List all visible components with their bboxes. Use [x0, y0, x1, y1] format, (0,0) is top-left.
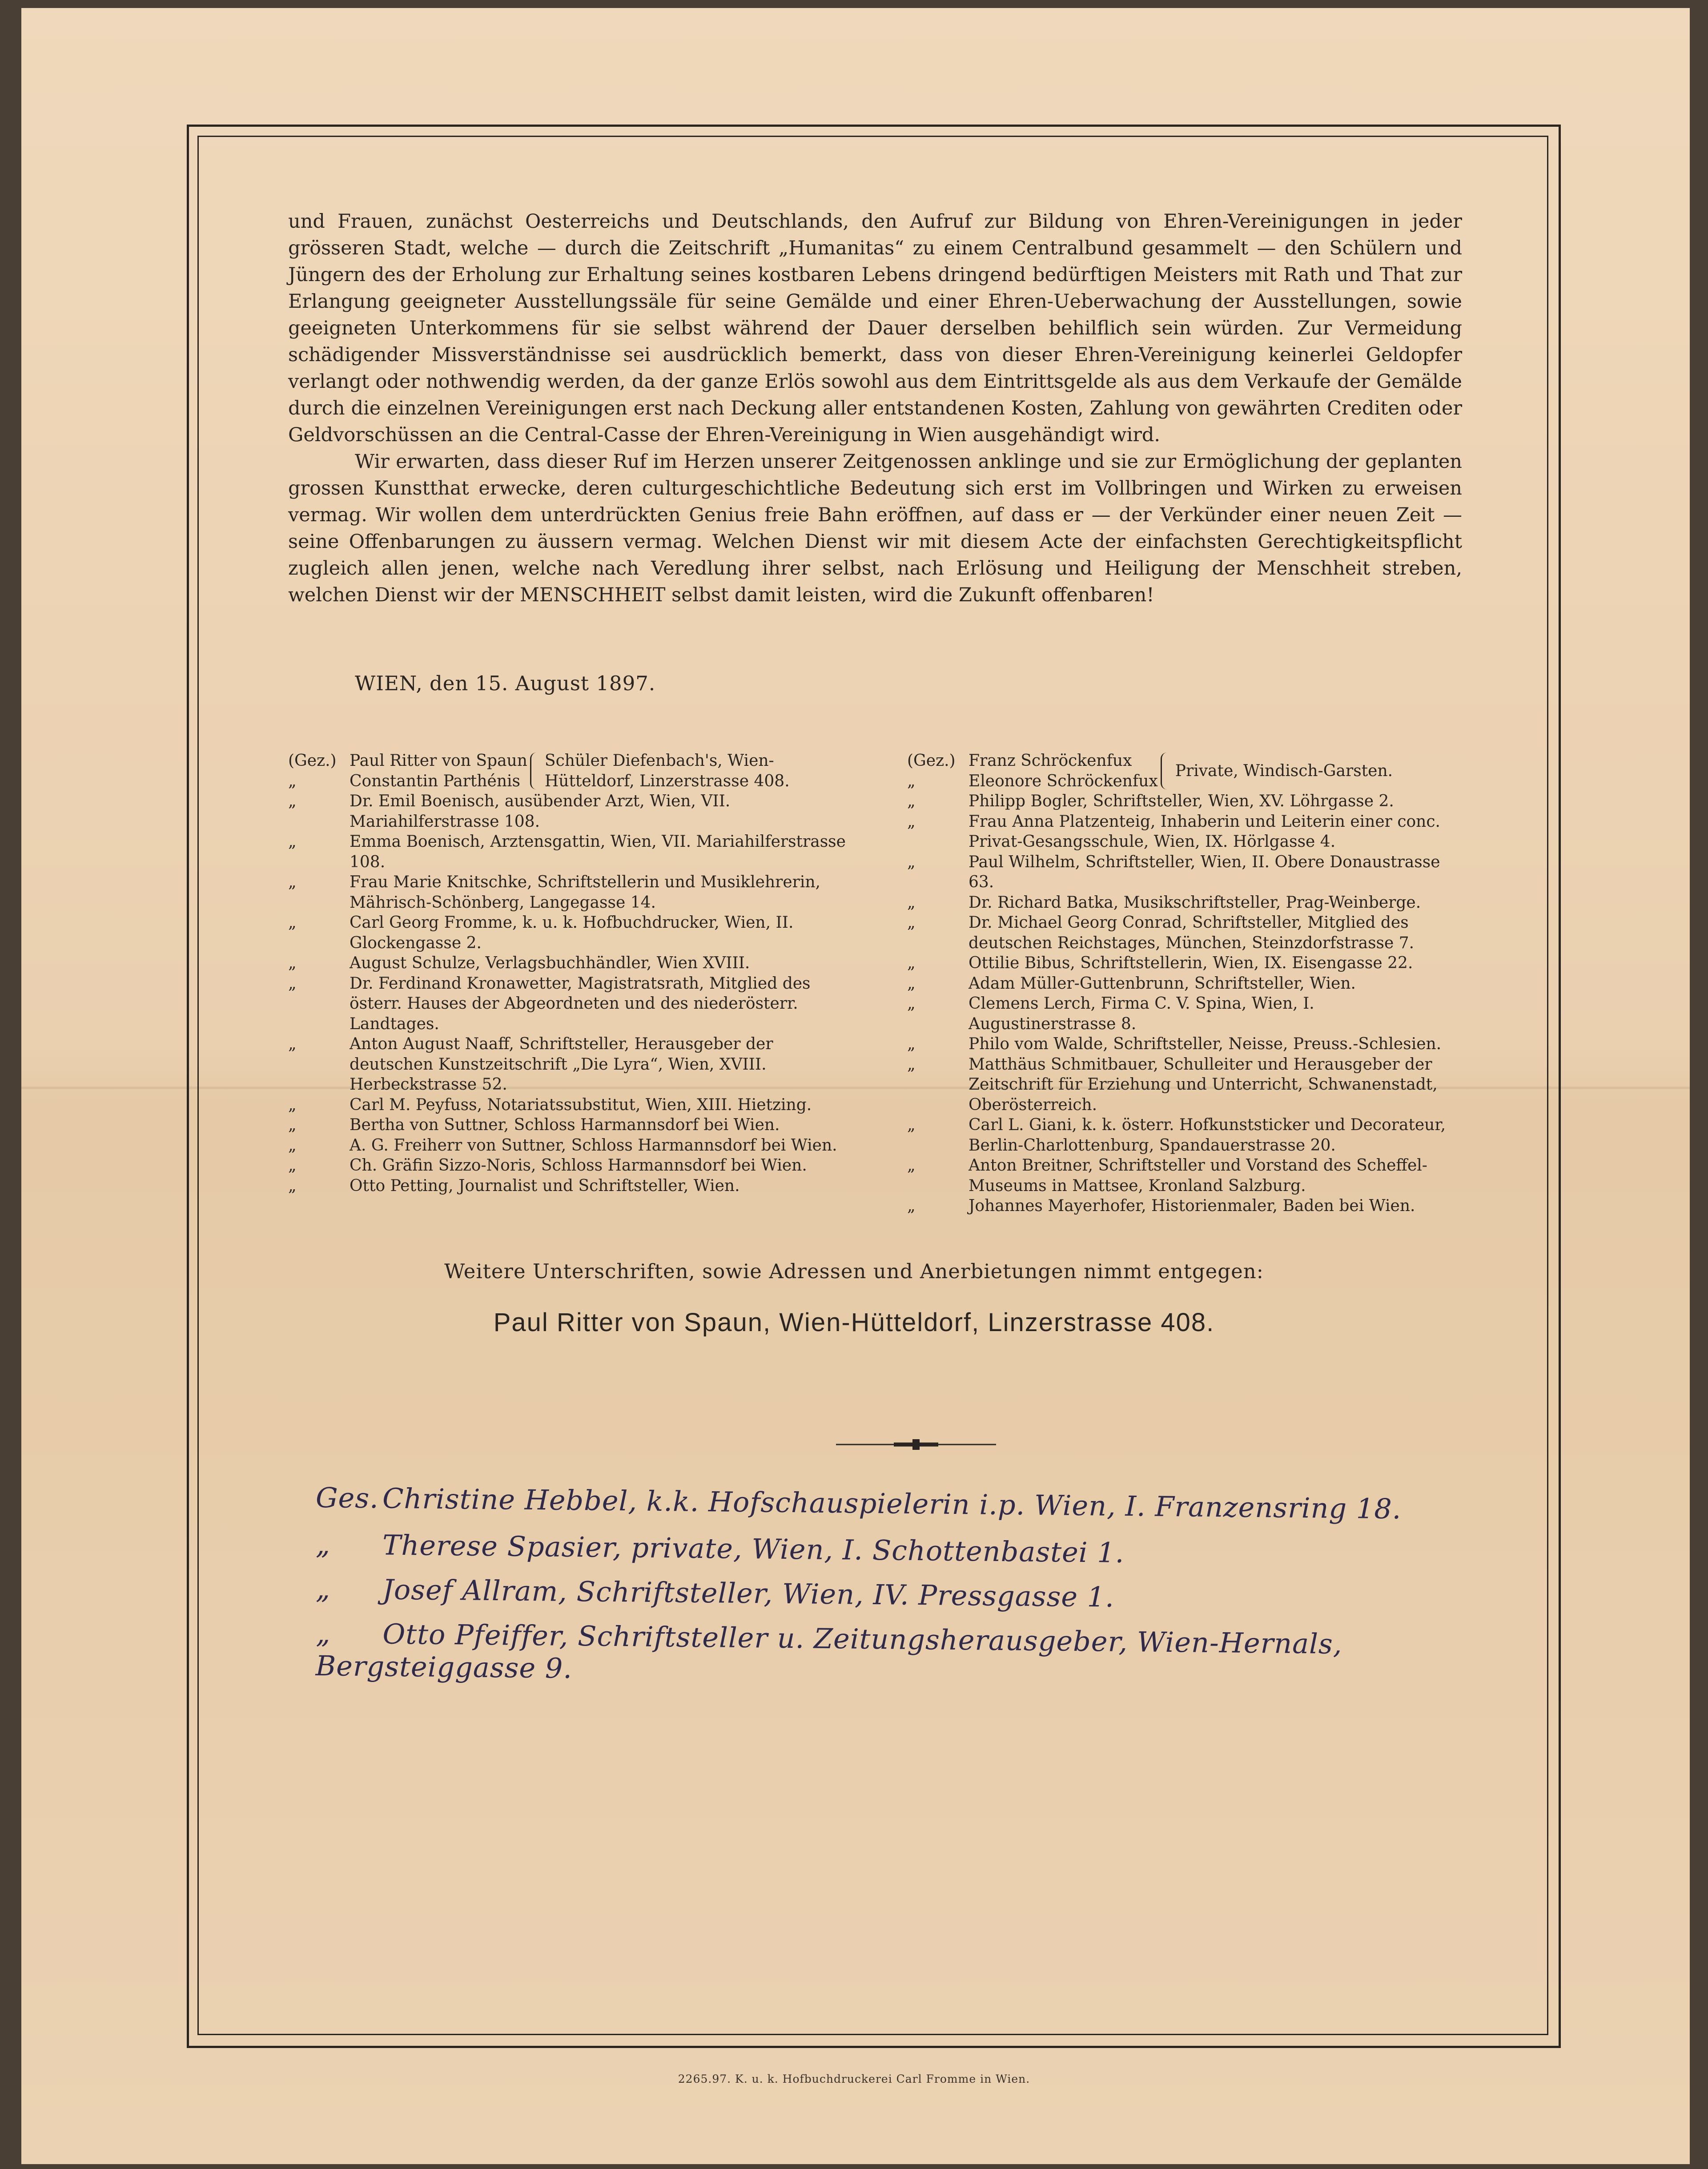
handwritten-text: Therese Spasier, private, Wien, I. Schottenbastei 1. [382, 1529, 1125, 1569]
ditto-mark: „ [907, 1156, 916, 1175]
brace-description: Schüler Diefenbach's, Wien- [544, 752, 774, 770]
ditto-mark: „ [907, 974, 916, 993]
handwritten-text: Josef Allram, Schriftsteller, Wien, IV. Pressgasse 1. [382, 1573, 1115, 1614]
signature-text: Dr. Michael Georg Conrad, Schriftsteller, Mitglied des deutschen Reichstages, München, Steinzdorfstrasse 7. [969, 913, 1415, 952]
signature-text: Otto Petting, Journalist und Schriftsteller, Wien. [350, 1176, 740, 1195]
ditto-mark: „ [288, 873, 297, 891]
appeal-paragraph-1: und Frauen, zunächst Oesterreichs und Deutschlands, den Aufruf zur Bildung von Ehren-Vereinigungen in jeder grösseren Stadt, welche — durch die Zeitschrift „Humanitas“ zu einem Centralbund gesammelt — den Schülern und Jüngern des der Erholung zur Erhaltung seines kostbaren Lebens dringend bedürftigen Meisters mit Rath und That zur Erlangung geeigneter Ausstellungssäle für seine Gemälde und einer Ehren-Ueberwachung der Ausstellungen, sowie geeigneten Unterkommens für sie selbst während der Dauer derselben behilflich sein würden. Zur Vermeidung schädigender Missverständnisse sei ausdrücklich bemerkt, dass von dieser Ehren-Vereinigung keinerlei Geldopfer verlangt oder nothwendig werden, da der ganze Erlös sowohl aus dem Eintrittsgelde als aus dem Verkaufe der Gemälde durch die einzelnen Vereinigungen erst nach Deckung aller entstandenen Kosten, Zahlung von gewährten Crediten oder Geldvorschüssen an die Central-Casse der Ehren-Vereinigung in Wien ausgehändigt wird. [288, 210, 1462, 446]
ditto-mark: „ [288, 974, 297, 993]
signature-text: Clemens Lerch, Firma C. V. Spina, Wien, I. Augustinerstrasse 8. [969, 994, 1314, 1033]
ditto-mark: „ [907, 1035, 916, 1053]
signature-text: Frau Marie Knitschke, Schriftstellerin und Musiklehrerin, Mährisch-Schönberg, Langegasse 14. [350, 873, 820, 912]
signature-entry [907, 974, 1462, 994]
signature-entry [907, 1054, 1462, 1115]
signature-text: Frau Anna Platzenteig, Inhaberin und Leiterin einer conc. Privat-Gesangsschule, Wien, IX. Hörlgasse 4. [969, 812, 1440, 851]
signature-text: Carl Georg Fromme, k. u. k. Hofbuchdrucker, Wien, II. Glockengasse 2. [350, 913, 794, 952]
ditto-mark: „ [288, 1116, 297, 1134]
signature-text: Dr. Emil Boenisch, ausübender Arzt, Wien, VII. Mariahilferstrasse 108. [350, 792, 731, 831]
ditto-mark: „ [907, 1055, 916, 1074]
handwritten-mark: Ges. [315, 1481, 379, 1515]
signature-text: Adam Müller-Guttenbrunn, Schriftsteller, Wien. [969, 974, 1356, 993]
signature-text: Anton August Naaff, Schriftsteller, Herausgeber der deutschen Kunstzeitschrift „Die Lyra“, Wien, XVIII. Herbeckstrasse 52. [350, 1035, 773, 1094]
signature-text: Ottilie Bibus, Schriftstellerin, Wien, IX. Eisengasse 22. [969, 954, 1413, 972]
signatures-right [907, 751, 1462, 1216]
signatory-name: Constantin Parthénis [350, 772, 521, 790]
signature-text: Philipp Bogler, Schriftsteller, Wien, XV. Löhrgasse 2. [969, 792, 1394, 810]
gez-mark: (Gez.) „ [907, 752, 956, 790]
ditto-mark: „ [907, 994, 916, 1013]
signature-text: Emma Boenisch, Arztensgattin, Wien, VII. Mariahilferstrasse 108. [350, 833, 846, 871]
ditto-mark: „ [288, 1095, 297, 1114]
handwritten-text: Otto Pfeiffer, Schriftsteller u. Zeitungsherausgeber, Wien-Hernals, Bergsteiggasse 9. [315, 1618, 1342, 1685]
contact-address: Paul Ritter von Spaun, Wien-Hütteldorf, Linzerstrasse 408. [493, 1308, 1215, 1337]
signature-entry [288, 953, 862, 974]
brace-description: Private, Windisch-Garsten. [1175, 761, 1393, 780]
ditto-mark: „ [288, 833, 297, 851]
brace-description: Hütteldorf, Linzerstrasse 408. [544, 772, 790, 790]
ditto-mark: „ [907, 792, 916, 810]
signature-entry [288, 1135, 862, 1156]
signature-entry [288, 832, 862, 872]
ditto-mark: „ [907, 1197, 916, 1215]
signature-text: Matthäus Schmitbauer, Schulleiter und Herausgeber der Zeitschrift für Erziehung und Unterricht, Schwanenstadt, Oberösterreich. [969, 1055, 1438, 1114]
signature-text: Ch. Gräfin Sizzo-Noris, Schloss Harmannsdorf bei Wien. [350, 1156, 807, 1175]
signature-text: Philo vom Walde, Schriftsteller, Neisse, Preuss.-Schlesien. [969, 1035, 1442, 1053]
signature-entry [907, 1196, 1462, 1216]
signatory-name: Paul Ritter von Spaun [350, 752, 527, 770]
signature-text: A. G. Freiherr von Suttner, Schloss Harmannsdorf bei Wien. [350, 1136, 837, 1155]
handwritten-mark: „ [316, 1617, 331, 1650]
printer-imprint: 2265.97. K. u. k. Hofbuchdruckerei Carl Fromme in Wien. [678, 2072, 1030, 2085]
signature-entry [907, 953, 1462, 974]
signature-text: Dr. Ferdinand Kronawetter, Magistratsrath, Mitglied des österr. Hauses der Abgeordneten und des niederösterr. Landtages. [350, 974, 811, 1033]
signature-entry [907, 1115, 1462, 1155]
further-signatures-note: Weitere Unterschriften, sowie Adressen und Anerbietungen nimmt entgegen: [444, 1260, 1264, 1283]
ditto-mark: „ [907, 1116, 916, 1134]
signature-entry [288, 974, 862, 1034]
signature-brace-group [288, 751, 862, 791]
brace-icon [1161, 753, 1172, 789]
ditto-mark: „ [288, 1176, 297, 1195]
signature-text: Johannes Mayerhofer, Historienmaler, Baden bei Wien. [969, 1197, 1415, 1215]
ditto-mark: „ [907, 853, 916, 871]
handwritten-text: Christine Hebbel, k.k. Hofschauspielerin i.p. Wien, I. Franzensring 18. [382, 1482, 1402, 1525]
ditto-mark: „ [288, 1136, 297, 1155]
signature-entry [907, 994, 1462, 1034]
signature-text: Carl M. Peyfuss, Notariatssubstitut, Wien, XIII. Hietzing. [350, 1095, 812, 1114]
signatures-left [288, 751, 862, 1196]
signature-brace-group [907, 751, 1462, 791]
handwritten-mark: „ [315, 1572, 331, 1606]
appeal-paragraph-2: Wir erwarten, dass dieser Ruf im Herzen unserer Zeitgenossen anklinge und sie zur Ermöglichung der geplanten grossen Kunstthat erwecke, deren culturgeschichtliche Bedeutung sich erst im Vollbringen und Wirken zu erweisen vermag. Wir wollen dem unterdrückten Genius freie Bahn eröffnen, auf dass er — der Verkünder einer neuen Zeit — seine Offenbarungen zu äussern vermag. Welchen Dienst wir mit diesem Acte der einfachsten Gerechtigkeitspflicht zugleich allen jenen, welche nach Veredlung ihrer selbst, nach Erlösung und Heiligung der Menschheit streben, welchen Dienst wir der MENSCHHEIT selbst damit leisten, wird die Zukunft offenbaren! [288, 451, 1462, 606]
ditto-mark: „ [288, 1156, 297, 1175]
ditto-mark: „ [288, 913, 297, 932]
signature-text: Bertha von Suttner, Schloss Harmannsdorf bei Wien. [350, 1116, 780, 1134]
signature-entry [288, 913, 862, 953]
ditto-mark: „ [288, 954, 297, 972]
signature-entry [907, 812, 1462, 852]
signature-entry [288, 1034, 862, 1095]
ditto-mark: „ [907, 913, 916, 932]
signatory-name: Franz Schröckenfux [969, 752, 1132, 770]
ornament-divider-icon [836, 1436, 996, 1453]
signature-entry [288, 1176, 862, 1196]
signature-entry [907, 893, 1462, 913]
gez-mark: (Gez.) „ [288, 752, 337, 790]
signature-entry [288, 1155, 862, 1176]
signatory-name: Eleonore Schröckenfux [969, 772, 1158, 790]
signature-entry [288, 1095, 862, 1115]
signature-entry [907, 852, 1462, 893]
brace-icon [530, 753, 541, 789]
signature-text: August Schulze, Verlagsbuchhändler, Wien XVIII. [350, 954, 750, 972]
ditto-mark: „ [907, 893, 916, 912]
signature-text: Dr. Richard Batka, Musikschriftsteller, Prag-Weinberge. [969, 893, 1421, 912]
signature-text: Paul Wilhelm, Schriftsteller, Wien, II. Obere Donaustrasse 63. [969, 853, 1440, 891]
handwritten-line [315, 1617, 1516, 1694]
date-line: WIEN, den 15. August 1897. [355, 672, 656, 695]
signature-entry [288, 1115, 862, 1135]
signature-entry [288, 872, 862, 913]
signature-entry [907, 791, 1462, 812]
signature-text: Anton Breitner, Schriftsteller und Vorstand des Scheffel-Museums in Mattsee, Kronland Salzburg. [969, 1156, 1427, 1195]
handwritten-mark: „ [315, 1528, 331, 1561]
appeal-text [288, 208, 1462, 608]
signature-text: Carl L. Giani, k. k. österr. Hofkunststicker und Decorateur, Berlin-Charlottenburg, Spandauerstrasse 20. [969, 1116, 1446, 1155]
signature-entry [907, 1155, 1462, 1196]
signature-entry [907, 913, 1462, 953]
ditto-mark: „ [288, 1035, 297, 1053]
ditto-mark: „ [288, 792, 297, 810]
signature-entry [288, 791, 862, 832]
ditto-mark: „ [907, 954, 916, 972]
ditto-mark: „ [907, 812, 916, 831]
signature-entry [907, 1034, 1462, 1054]
